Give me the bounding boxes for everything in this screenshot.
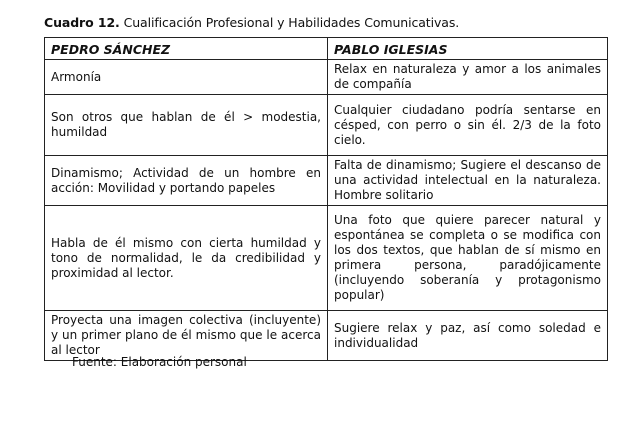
table-row	[45, 60, 608, 95]
table-cell-pablo: Una foto que quiere parecer natural y espontánea se completa o se modifica con los dos textos, que hablan de sí mismo en primera persona, paradójicamente (incluyendo soberanía y protagonismo popular)	[328, 206, 608, 311]
table-caption	[44, 15, 624, 30]
table-source-note: Fuente: Elaboración personal	[72, 355, 247, 369]
table-cell-pablo: Sugiere relax y paz, así como soledad e individualidad	[328, 311, 608, 361]
caption-text: Cualificación Profesional y Habilidades Comunicativas.	[119, 15, 460, 30]
caption-label: Cuadro 12.	[44, 15, 120, 30]
table-cell-pedro: Dinamismo; Actividad de un hombre en acción: Movilidad y portando papeles	[45, 156, 328, 206]
table-cell-pablo: Falta de dinamismo; Sugiere el descanso de una actividad intelectual en la naturaleza. Hombre solitario	[328, 156, 608, 206]
column-header-pablo-iglesias: PABLO IGLESIAS	[328, 38, 608, 60]
comparison-table	[44, 37, 608, 361]
table-cell-pablo: Relax en naturaleza y amor a los animales de compañía	[328, 60, 608, 95]
table-cell-pedro: Habla de él mismo con cierta humildad y tono de normalidad, le da credibilidad y proximidad al lector.	[45, 206, 328, 311]
table-row	[45, 311, 608, 361]
table-cell-pedro: Proyecta una imagen colectiva (incluyente) y un primer plano de él mismo que le acerca al lector	[45, 311, 328, 361]
table-header-row	[45, 38, 608, 60]
table-row	[45, 206, 608, 311]
column-header-pedro-sanchez: PEDRO SÁNCHEZ	[45, 38, 328, 60]
table-cell-pedro: Armonía	[45, 60, 328, 95]
table-cell-pablo: Cualquier ciudadano podría sentarse en césped, con perro o sin él. 2/3 de la foto cielo.	[328, 95, 608, 156]
table-row	[45, 156, 608, 206]
table-row	[45, 95, 608, 156]
table-cell-pedro: Son otros que hablan de él > modestia, humildad	[45, 95, 328, 156]
